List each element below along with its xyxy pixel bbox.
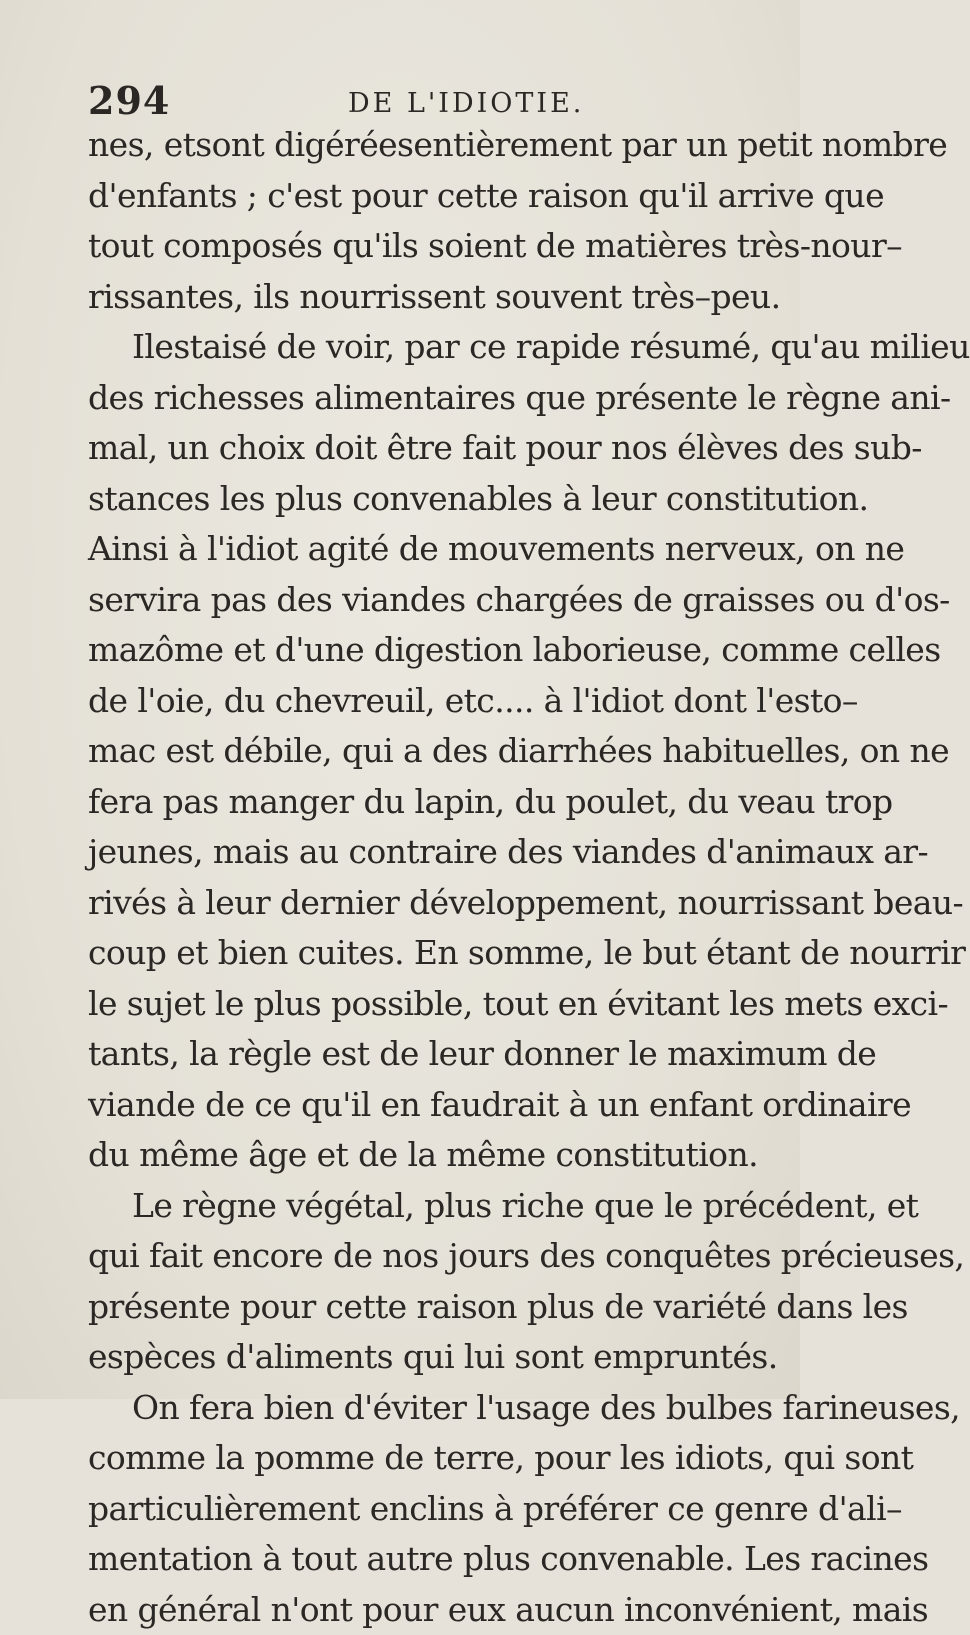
text-line: d'enfants ; c'est pour cette raison qu'il arrive que xyxy=(88,171,768,222)
text-line: viande de ce qu'il en faudrait à un enfant ordinaire xyxy=(88,1080,768,1131)
text-line: rivés à leur dernier développement, nourrissant beau- xyxy=(88,878,768,929)
text-line: stances les plus convenables à leur constitution. xyxy=(88,474,768,525)
text-line: tants, la règle est de leur donner le maximum de xyxy=(88,1029,768,1080)
text-line: particulièrement enclins à préférer ce genre d'ali– xyxy=(88,1484,768,1535)
text-line: du même âge et de la même constitution. xyxy=(88,1130,768,1181)
text-line: nes, etsont digéréesentièrement par un petit nombre xyxy=(88,120,768,171)
text-line: présente pour cette raison plus de variété dans les xyxy=(88,1282,768,1333)
text-line: coup et bien cuites. En somme, le but étant de nourrir xyxy=(88,928,768,979)
paragraph-start-line: Ilestaisé de voir, par ce rapide résumé, qu'au milieu xyxy=(88,322,768,373)
text-line: rissantes, ils nourrissent souvent très–peu. xyxy=(88,272,768,323)
running-title: DE L'IDIOTIE. xyxy=(348,88,584,119)
text-line: comme la pomme de terre, pour les idiots, qui sont xyxy=(88,1433,768,1484)
paragraph-start-line: On fera bien d'éviter l'usage des bulbes farineuses, xyxy=(88,1383,768,1434)
text-line: fera pas manger du lapin, du poulet, du veau trop xyxy=(88,777,768,828)
text-line: qui fait encore de nos jours des conquêtes précieuses, xyxy=(88,1231,768,1282)
text-line: espèces d'aliments qui lui sont empruntés. xyxy=(88,1332,768,1383)
text-line: en général n'ont pour eux aucun inconvénient, mais xyxy=(88,1585,768,1635)
text-line: jeunes, mais au contraire des viandes d'animaux ar- xyxy=(88,827,768,878)
text-line: mazôme et d'une digestion laborieuse, comme celles xyxy=(88,625,768,676)
paragraph-start-line: Le règne végétal, plus riche que le précédent, et xyxy=(88,1181,768,1232)
text-line: mentation à tout autre plus convenable. Les racines xyxy=(88,1534,768,1585)
text-line: mal, un choix doit être fait pour nos élèves des sub- xyxy=(88,423,768,474)
text-line: le sujet le plus possible, tout en évitant les mets exci- xyxy=(88,979,768,1030)
text-line: de l'oie, du chevreuil, etc.... à l'idiot dont l'esto– xyxy=(88,676,768,727)
text-line: Ainsi à l'idiot agité de mouvements nerveux, on ne xyxy=(88,524,768,575)
text-line: des richesses alimentaires que présente le règne ani- xyxy=(88,373,768,424)
text-line: mac est débile, qui a des diarrhées habituelles, on ne xyxy=(88,726,768,777)
text-line: tout composés qu'ils soient de matières très-nour– xyxy=(88,221,768,272)
text-line: servira pas des viandes chargées de graisses ou d'os- xyxy=(88,575,768,626)
page-number: 294 xyxy=(88,78,170,123)
body-text xyxy=(88,120,768,1635)
